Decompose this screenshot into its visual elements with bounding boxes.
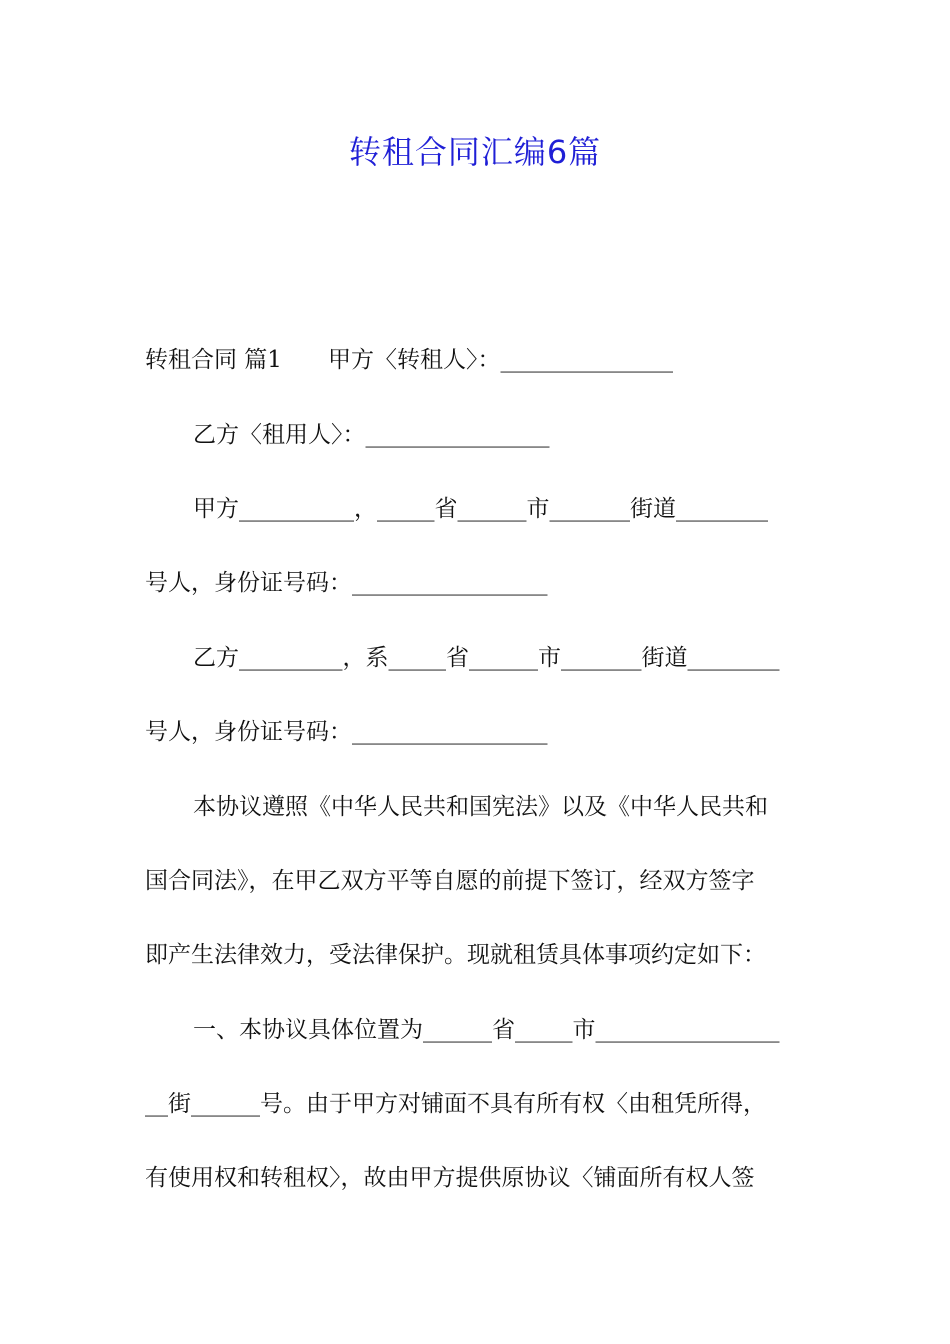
paragraph-line-10: 一、本协议具体位置为______省_____市________________ [193,1017,780,1043]
paragraph-line-9: 即产生法律效力，受法律保护。现就租赁具体事项约定如下： [145,942,766,968]
paragraph-line-11: __街______号。由于甲方对铺面不具有所有权〈由租凭所得， [145,1091,766,1117]
paragraph-line-6: 号人，身份证号码：_________________ [145,719,548,745]
party-a-label: 甲方〈转租人〉：_______________ [327,347,673,373]
paragraph-line-12: 有使用权和转租权〉，故由甲方提供原协议〈铺面所有权人签 [145,1165,755,1191]
section-heading: 转租合同 篇1 [145,347,282,373]
paragraph-line-5: 乙方_________，系_____省______市_______街道________ [193,645,780,671]
paragraph-line-8: 国合同法》，在甲乙双方平等自愿的前提下签订，经双方签字 [145,868,755,894]
paragraph-line-7: 本协议遵照《中华人民共和国宪法》以及《中华人民共和 [193,794,768,820]
paragraph-line-1 [145,344,810,376]
paragraph-line-4: 号人，身份证号码：_________________ [145,570,548,596]
document-title: 转租合同汇编6篇 [348,133,602,171]
paragraph-line-2: 乙方〈租用人〉：________________ [193,422,550,448]
paragraph-line-3: 甲方__________，_____省______市_______街道________ [193,496,768,522]
